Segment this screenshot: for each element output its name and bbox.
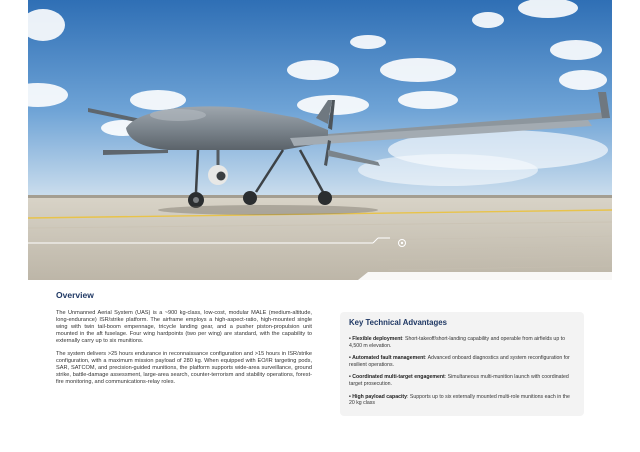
advantage-text: : Advanced onboard diagnostics and system reconfiguration for resilient operations. — [349, 355, 570, 368]
advantage-item — [349, 394, 575, 407]
key-advantages-box — [340, 312, 584, 416]
advantage-title: • Coordinated multi-target engagement — [349, 374, 445, 381]
overview-heading: Overview — [56, 290, 94, 300]
overview-paragraph-2: The system delivers >25 hours endurance in reconnaissance configuration and >15 hours in ISR/strike configuration, with a maximum mission payload of 280 kg. When equipped with EO/IR targeting pods, SAR, SATCOM, and precision-guided munitions, the platform supports wide-area surveillance, ground strike, battle-damage assessment, large-area search, counter-terrorism and stability operations, forest-fire monitoring, and communications-relay roles. — [56, 351, 312, 385]
advantage-title: • Automated fault management — [349, 355, 425, 362]
advantage-title: • Flexible deployment — [349, 336, 403, 342]
overview-paragraph-1: The Unmanned Aerial System (UAS) is a ~900 kg-class, low-cost, modular MALE (medium-altitude, long-endurance) ISR/strike platform. The airframe employs a high-aspect-ratio, high-mounted single wing with twin tail-boom empennage, tricycle landing gear, and a pusher piston-propulsion unit mounted in the aft fuselage. Four wing hardpoints (two per wing) are standard, with the capability to externally carry up to six munitions. — [56, 310, 312, 344]
advantage-item — [349, 336, 575, 349]
advantage-text: : Supports up to six externally mounted multi-role munitions each in the 20 kg class — [349, 393, 570, 407]
advantages-heading: Key Technical Advantages — [349, 318, 447, 327]
advantage-text: : Simultaneous multi-munition launch with coordinated target prosecution. — [349, 374, 569, 387]
advantage-text: : Short-takeoff/short-landing capability and operable from airfields up to 4,500 m elevation. — [349, 336, 565, 349]
overview-section — [56, 290, 312, 392]
advantage-item — [349, 374, 575, 387]
advantage-item — [349, 355, 575, 368]
drone-photo — [28, 0, 612, 280]
hero-image — [28, 0, 612, 280]
advantage-title: • High payload capacity — [349, 393, 408, 400]
